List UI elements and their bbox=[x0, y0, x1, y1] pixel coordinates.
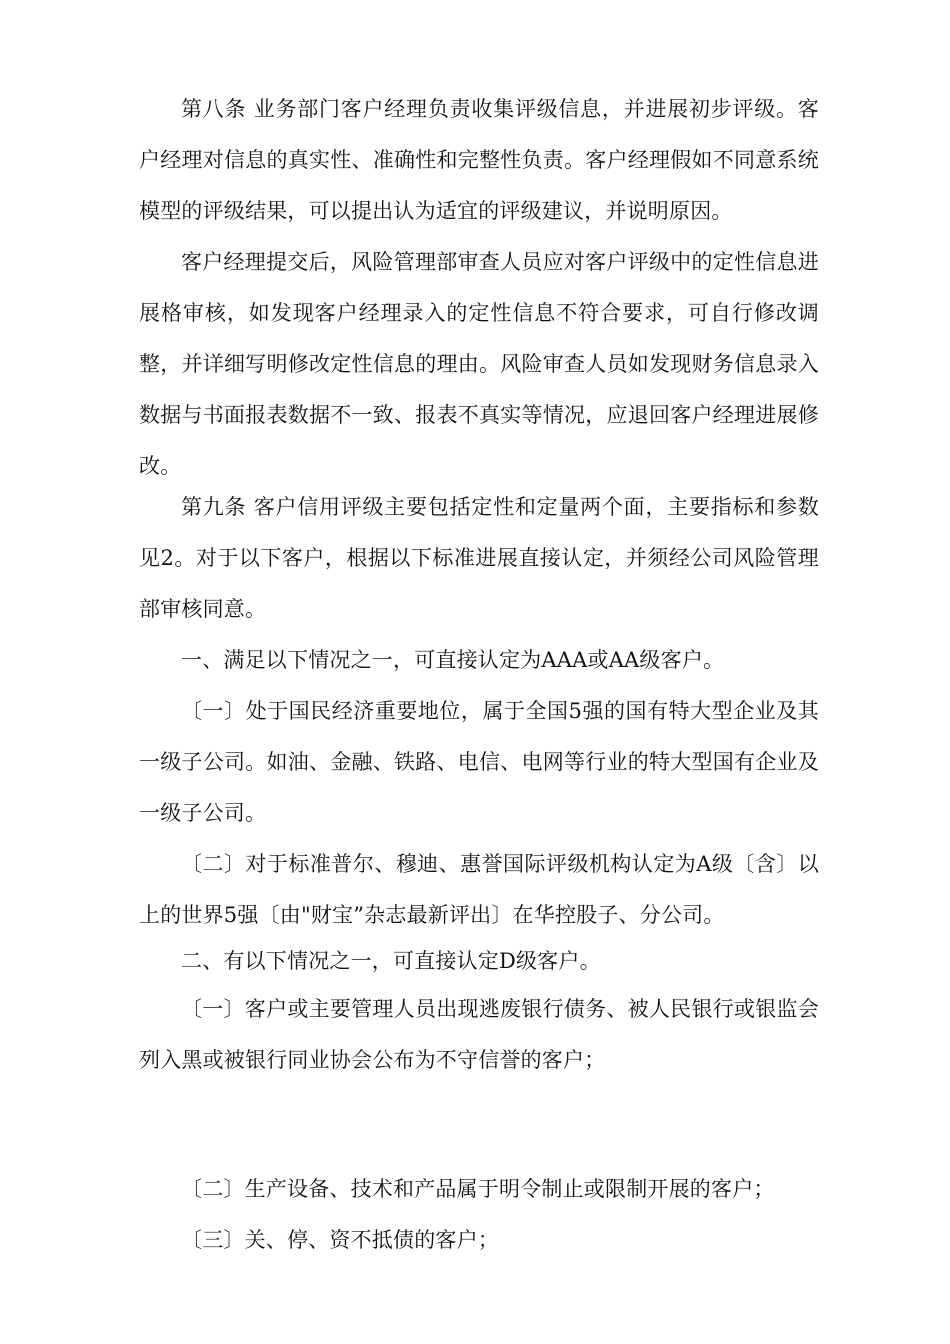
paragraph-section-2-item-2: 〔二〕生产设备、技术和产品属于明令制止或限制开展的客户； bbox=[181, 1177, 775, 1201]
paragraph-section-1-heading: 一、满足以下情况之一，可直接认定为AAA或AA级客户。 bbox=[181, 648, 725, 672]
paragraph-section-1-item-2: 〔二〕对于标准普尔、穆迪、惠誉国际评级机构认定为A级〔含〕以上的世界5强〔由"财宝”杂志最新评出〕在华控股子、分公司。 bbox=[139, 852, 819, 927]
paragraph-section-2-item-3: 〔三〕关、停、资不抵债的客户； bbox=[181, 1228, 499, 1252]
paragraph-risk-review: 客户经理提交后，风险管理部审查人员应对客户评级中的定性信息进展格审核，如发现客户经理录入的定性信息不符合要求，可自行修改调整，并详细写明修改定性信息的理由。风险审查人员如发现财务信息录入数据与书面报表数据不一致、报表不真实等情况，应退回客户经理进展修改。 bbox=[139, 250, 819, 478]
paragraph-article-9: 第九条 客户信用评级主要包括定性和定量两个面，主要指标和参数见2。对于以下客户，根据以下标准进展直接认定，并须经公司风险管理部审核同意。 bbox=[139, 495, 819, 621]
paragraph-section-2-item-1: 〔一〕客户或主要管理人员出现逃废银行债务、被人民银行或银监会列入黑或被银行同业协会公布为不守信誉的客户； bbox=[139, 997, 819, 1072]
paragraph-article-8: 第八条 业务部门客户经理负责收集评级信息，并进展初步评级。客户经理对信息的真实性、准确性和完整性负责。客户经理假如不同意系统模型的评级结果，可以提出认为适宜的评级建议，并说明原因。 bbox=[139, 97, 819, 223]
paragraph-section-2-heading: 二、有以下情况之一，可直接认定D级客户。 bbox=[181, 949, 601, 973]
paragraph-section-1-item-1: 〔一〕处于国民经济重要地位，属于全国5强的国有特大型企业及其一级子公司。如油、金融、铁路、电信、电网等行业的特大型国有企业及一级子公司。 bbox=[139, 699, 819, 825]
